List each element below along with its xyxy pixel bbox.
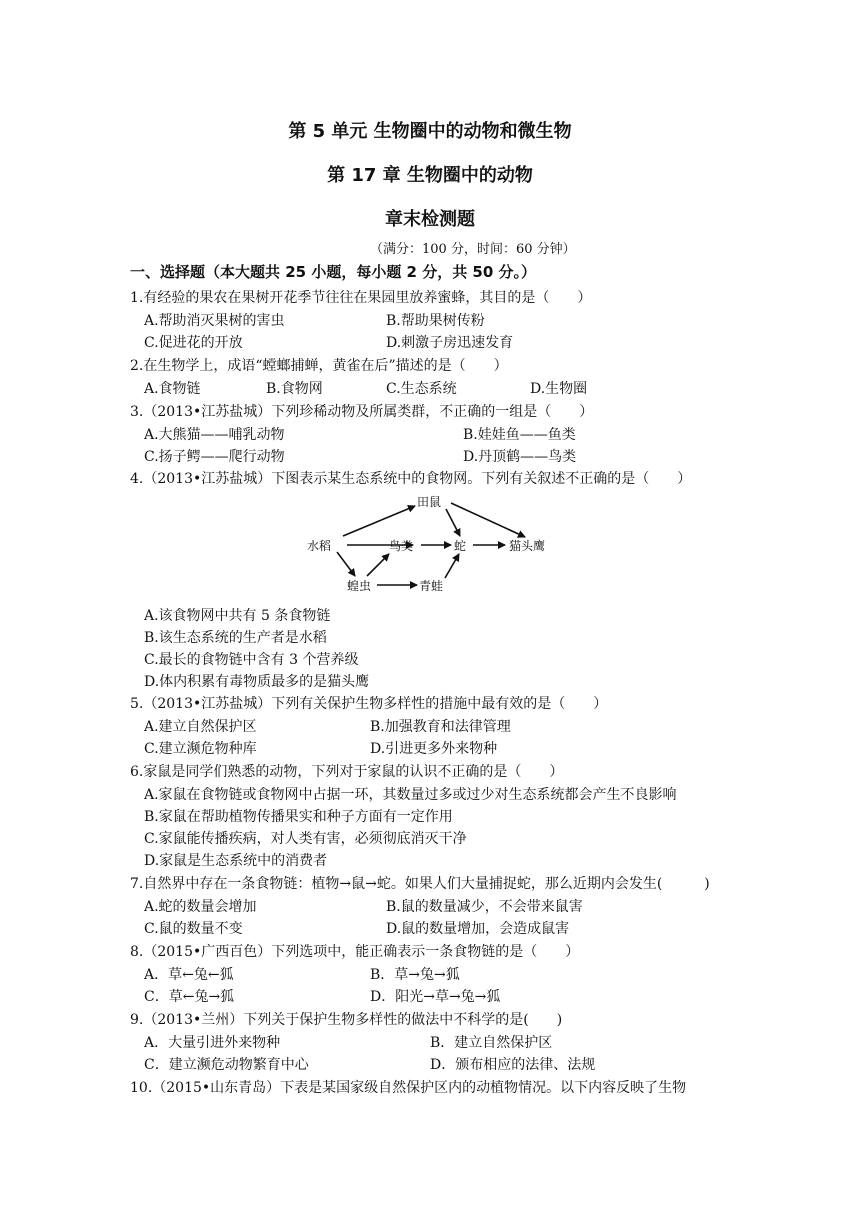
question-6-option-d: D.家鼠是生态系统中的消费者 xyxy=(144,853,328,869)
question-4-option-d: D.体内积累有毒物质最多的是猫头鹰 xyxy=(144,674,370,690)
question-2-option-c: C.生态系统 xyxy=(386,381,457,397)
question-4-option-c: C.最长的食物链中含有 3 个营养级 xyxy=(144,652,359,668)
question-5-stem: 5.（2013•江苏盐城）下列有关保护生物多样性的措施中最有效的是（ ） xyxy=(130,696,608,712)
test-title: 章末检测题 xyxy=(385,209,475,230)
question-2-option-b: B.食物网 xyxy=(266,381,323,397)
question-5-option-d: D.引进更多外来物种 xyxy=(370,741,498,757)
node-locust: 蝗虫 xyxy=(347,579,372,593)
question-10-stem: 10.（2015•山东青岛）下表是某国家级自然保护区内的动植物情况。以下内容反映了生物 xyxy=(130,1080,687,1096)
question-7-stem: 7.自然界中存在一条食物链：植物→鼠→蛇。如果人们大量捕捉蛇，那么近期内会发生( ) xyxy=(130,876,710,892)
edge-rice-locust xyxy=(337,552,355,576)
question-9-option-d: D．颁布相应的法律、法规 xyxy=(430,1057,596,1073)
question-4-option-b: B.该生态系统的生产者是水稻 xyxy=(144,630,327,646)
exam-meta: （满分：100 分，时间：60 分钟） xyxy=(370,242,576,257)
question-5-option-b: B.加强教育和法律管理 xyxy=(370,719,511,735)
question-7-option-d: D.鼠的数量增加，会造成鼠害 xyxy=(386,921,570,937)
question-1-option-d: D.刺激子房迅速发育 xyxy=(386,335,514,351)
question-8-option-c: C．草←兔→狐 xyxy=(144,989,235,1005)
node-rice: 水稻 xyxy=(307,539,332,553)
edge-mouse-snake xyxy=(446,509,460,536)
question-2-option-d: D.生物圈 xyxy=(530,381,588,397)
node-owl: 猫头鹰 xyxy=(509,539,546,553)
question-8-option-d: D．阳光→草→兔→狐 xyxy=(370,989,501,1005)
edge-rice-mouse xyxy=(343,506,415,536)
question-2-stem: 2.在生物学上，成语“螳螂捕蝉，黄雀在后”描述的是（ ） xyxy=(130,358,508,374)
edge-frog-snake xyxy=(445,554,459,578)
question-8-stem: 8.（2015•广西百色）下列选项中，能正确表示一条食物链的是（ ） xyxy=(130,944,580,960)
question-3-option-b: B.娃娃鱼——鱼类 xyxy=(463,427,576,443)
question-9-option-a: A．大量引进外来物种 xyxy=(144,1035,281,1051)
question-5-option-a: A.建立自然保护区 xyxy=(144,719,257,735)
node-frog: 青蛙 xyxy=(419,579,444,593)
question-5-option-c: C.建立濒危物种库 xyxy=(144,741,257,757)
question-7-option-c: C.鼠的数量不变 xyxy=(144,921,243,937)
question-7-option-b: B.鼠的数量减少，不会带来鼠害 xyxy=(386,899,583,915)
edge-mouse-owl xyxy=(451,503,525,537)
node-mouse: 田鼠 xyxy=(417,495,442,509)
unit-title: 第 5 单元 生物圈中的动物和微生物 xyxy=(288,121,572,142)
node-bird: 鸟类 xyxy=(389,539,414,553)
question-6-option-a: A.家鼠在食物链或食物网中占据一环，其数量过多或过少对生态系统都会产生不良影响 xyxy=(144,787,677,803)
section-heading: 一、选择题（本大题共 25 小题，每小题 2 分，共 50 分。） xyxy=(130,263,537,281)
question-6-option-c: C.家鼠能传播疾病，对人类有害，必须彻底消灭干净 xyxy=(144,831,467,847)
question-3-stem: 3.（2013•江苏盐城）下列珍稀动物及所属类群，不正确的一组是（ ） xyxy=(130,404,594,420)
question-9-option-b: B．建立自然保护区 xyxy=(430,1035,553,1051)
question-1-option-a: A.帮助消灭果树的害虫 xyxy=(144,313,285,329)
question-8-option-b: B．草→兔→狐 xyxy=(370,967,460,983)
question-3-option-c: C.扬子鳄——爬行动物 xyxy=(144,449,285,465)
question-4-option-a: A.该食物网中共有 5 条食物链 xyxy=(144,608,331,624)
question-2-option-a: A.食物链 xyxy=(144,381,201,397)
question-4-stem: 4.（2013•江苏盐城）下图表示某生态系统中的食物网。下列有关叙述不正确的是（ ） xyxy=(130,471,692,487)
food-web-diagram xyxy=(305,492,565,598)
question-9-option-c: C．建立濒危动物繁育中心 xyxy=(144,1057,309,1073)
question-3-option-d: D.丹顶鹤——鸟类 xyxy=(463,449,577,465)
question-1-option-b: B.帮助果树传粉 xyxy=(386,313,485,329)
question-3-option-a: A.大熊猫——哺乳动物 xyxy=(144,427,285,443)
question-1-stem: 1.有经验的果农在果树开花季节往往在果园里放养蜜蜂，其目的是（ ） xyxy=(130,290,592,306)
question-7-option-a: A.蛇的数量会增加 xyxy=(144,899,257,915)
question-8-option-a: A．草←兔←狐 xyxy=(144,967,234,983)
chapter-title: 第 17 章 生物圈中的动物 xyxy=(327,165,533,186)
question-1-option-c: C.促进花的开放 xyxy=(144,335,243,351)
node-snake: 蛇 xyxy=(454,539,467,553)
question-6-stem: 6.家鼠是同学们熟悉的动物，下列对于家鼠的认识不正确的是（ ） xyxy=(130,764,564,780)
edge-locust-bird xyxy=(367,554,389,576)
question-6-option-b: B.家鼠在帮助植物传播果实和种子方面有一定作用 xyxy=(144,809,453,825)
question-9-stem: 9.（2013•兰州）下列关于保护生物多样性的做法中不科学的是( ) xyxy=(130,1012,563,1028)
